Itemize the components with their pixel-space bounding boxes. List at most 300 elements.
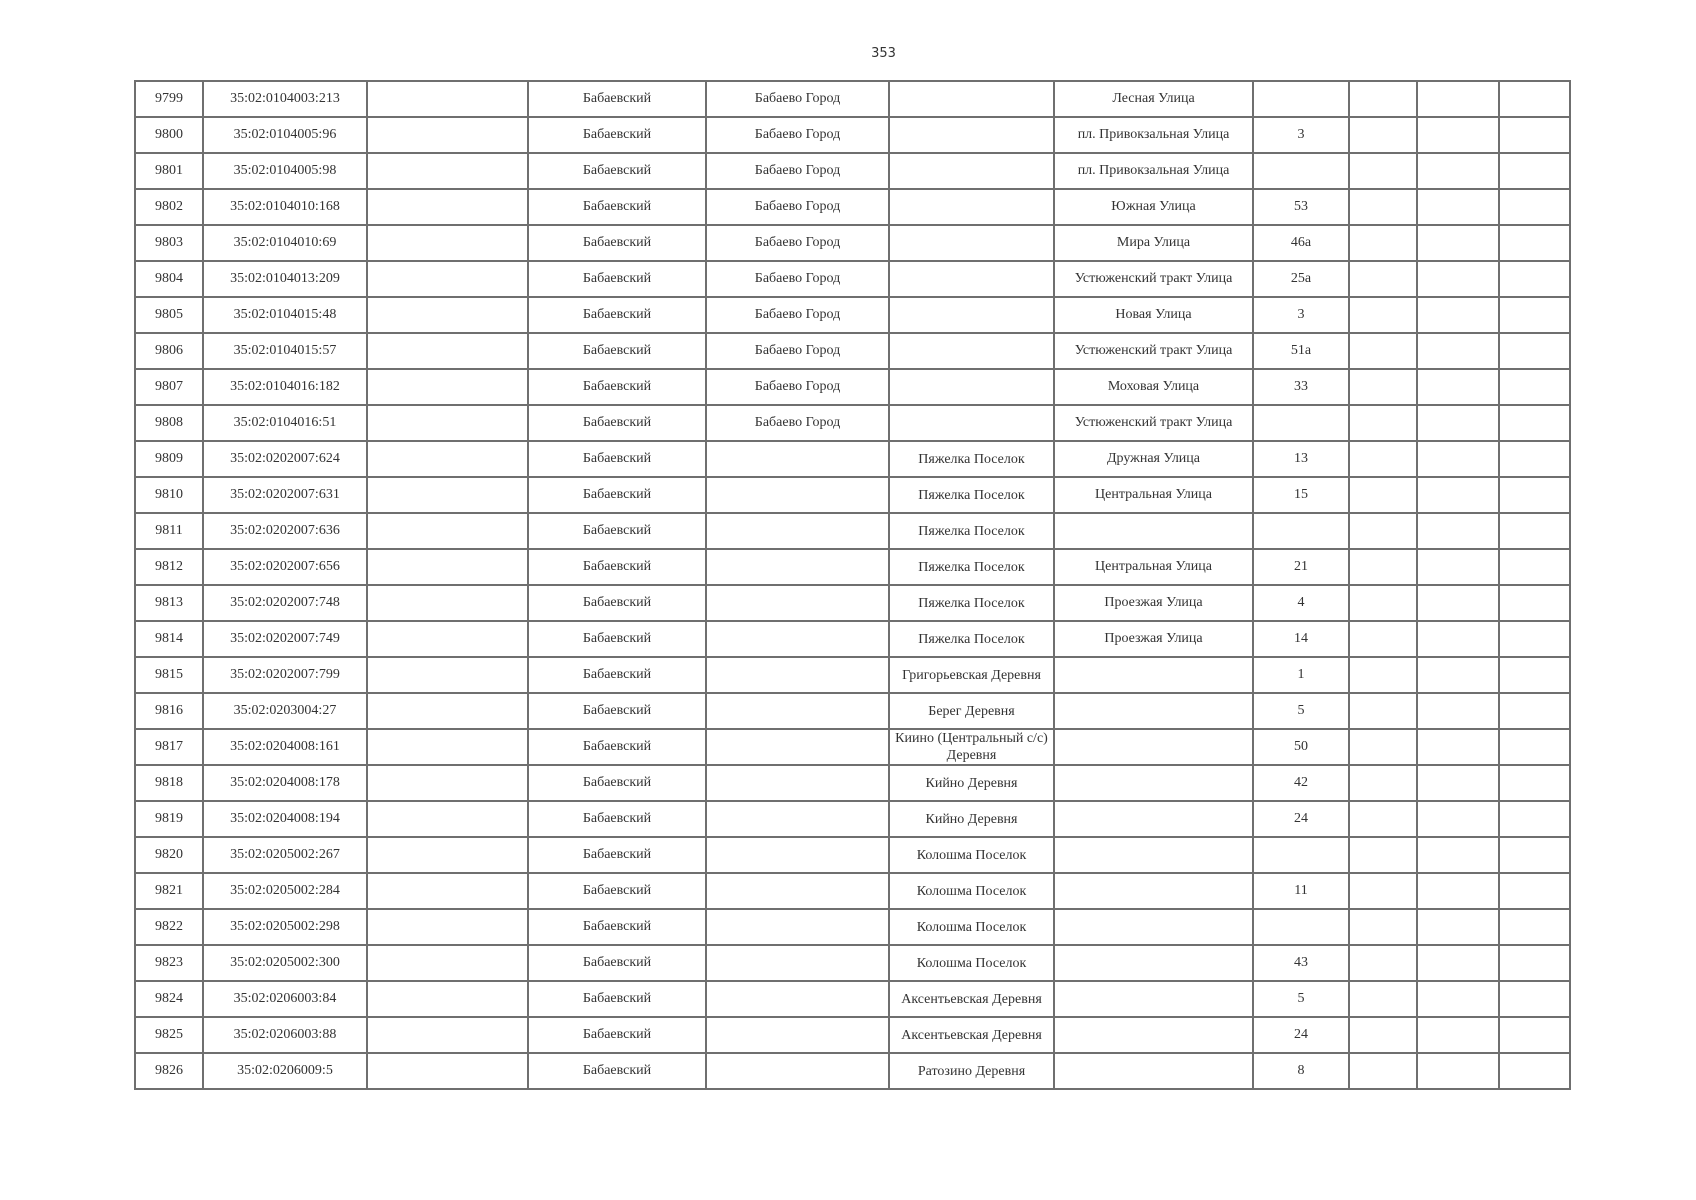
cell-city: Бабаево Город (706, 81, 889, 117)
table-row (135, 729, 1570, 765)
cell-settlement (889, 117, 1054, 153)
cell-house (1253, 153, 1349, 189)
cell-city (706, 621, 889, 657)
cell-cadastral-number: 35:02:0104003:213 (203, 81, 367, 117)
cell-empty (1349, 909, 1417, 945)
cell-street (1054, 1053, 1253, 1089)
cell-empty (367, 189, 528, 225)
cell-number: 9801 (135, 153, 203, 189)
cell-cadastral-number: 35:02:0206003:84 (203, 981, 367, 1017)
cell-cadastral-number: 35:02:0104015:48 (203, 297, 367, 333)
cell-settlement: Аксентьевская Деревня (889, 1017, 1054, 1053)
cell-city (706, 837, 889, 873)
cell-house: 51а (1253, 333, 1349, 369)
cell-district: Бабаевский (528, 1017, 706, 1053)
table-row (135, 909, 1570, 945)
cell-street: Дружная Улица (1054, 441, 1253, 477)
cell-empty (1417, 765, 1499, 801)
cell-cadastral-number: 35:02:0202007:636 (203, 513, 367, 549)
table-row (135, 801, 1570, 837)
cell-empty (1417, 189, 1499, 225)
cell-empty (1349, 369, 1417, 405)
cell-settlement: Ратозино Деревня (889, 1053, 1054, 1089)
cell-settlement: Берег Деревня (889, 693, 1054, 729)
cell-empty (367, 729, 528, 765)
cell-number: 9816 (135, 693, 203, 729)
cell-empty (367, 981, 528, 1017)
cell-settlement: Колошма Поселок (889, 837, 1054, 873)
cell-empty (367, 549, 528, 585)
cell-city (706, 945, 889, 981)
cell-empty (1417, 837, 1499, 873)
cell-empty (1349, 621, 1417, 657)
table-row (135, 261, 1570, 297)
cell-cadastral-number: 35:02:0104010:168 (203, 189, 367, 225)
cell-house: 53 (1253, 189, 1349, 225)
cell-street: пл. Привокзальная Улица (1054, 117, 1253, 153)
cell-empty (1499, 225, 1570, 261)
cell-district: Бабаевский (528, 225, 706, 261)
cell-empty (1349, 261, 1417, 297)
table-row (135, 153, 1570, 189)
cell-empty (1499, 189, 1570, 225)
cell-settlement (889, 405, 1054, 441)
table-row (135, 1017, 1570, 1053)
cell-empty (1499, 333, 1570, 369)
cell-house: 46а (1253, 225, 1349, 261)
cell-empty (1499, 441, 1570, 477)
cell-district: Бабаевский (528, 477, 706, 513)
cell-empty (1499, 261, 1570, 297)
cell-settlement (889, 189, 1054, 225)
cell-empty (367, 441, 528, 477)
cell-number: 9804 (135, 261, 203, 297)
cell-city (706, 477, 889, 513)
table-row (135, 333, 1570, 369)
cell-cadastral-number: 35:02:0202007:656 (203, 549, 367, 585)
cell-empty (1499, 945, 1570, 981)
cell-district: Бабаевский (528, 1053, 706, 1089)
cell-settlement: Пяжелка Поселок (889, 477, 1054, 513)
cell-empty (1417, 513, 1499, 549)
cell-cadastral-number: 35:02:0104005:98 (203, 153, 367, 189)
cell-street (1054, 837, 1253, 873)
cell-house: 3 (1253, 117, 1349, 153)
cell-empty (1499, 801, 1570, 837)
cell-empty (1417, 729, 1499, 765)
cell-cadastral-number: 35:02:0202007:749 (203, 621, 367, 657)
cell-empty (1349, 693, 1417, 729)
cell-empty (1349, 297, 1417, 333)
cell-cadastral-number: 35:02:0206009:5 (203, 1053, 367, 1089)
cell-number: 9807 (135, 369, 203, 405)
cell-empty (1499, 621, 1570, 657)
cell-settlement: Киино (Центральный с/с) Деревня (889, 729, 1054, 765)
cell-house (1253, 909, 1349, 945)
cell-district: Бабаевский (528, 369, 706, 405)
cell-empty (1349, 657, 1417, 693)
registry-table (134, 80, 1571, 1090)
cell-city: Бабаево Город (706, 297, 889, 333)
cell-city (706, 549, 889, 585)
cell-city (706, 909, 889, 945)
table-row (135, 981, 1570, 1017)
table-row (135, 81, 1570, 117)
cell-empty (367, 945, 528, 981)
cell-empty (367, 657, 528, 693)
cell-empty (367, 405, 528, 441)
cell-house (1253, 81, 1349, 117)
cell-cadastral-number: 35:02:0204008:178 (203, 765, 367, 801)
cell-house (1253, 405, 1349, 441)
cell-empty (367, 621, 528, 657)
cell-district: Бабаевский (528, 837, 706, 873)
cell-empty (1417, 261, 1499, 297)
table-row (135, 441, 1570, 477)
cell-settlement: Колошма Поселок (889, 945, 1054, 981)
cell-district: Бабаевский (528, 621, 706, 657)
cell-empty (1349, 441, 1417, 477)
cell-house: 1 (1253, 657, 1349, 693)
cell-cadastral-number: 35:02:0104016:51 (203, 405, 367, 441)
cell-number: 9813 (135, 585, 203, 621)
cell-cadastral-number: 35:02:0205002:284 (203, 873, 367, 909)
cell-number: 9825 (135, 1017, 203, 1053)
cell-empty (1417, 801, 1499, 837)
cell-street: Центральная Улица (1054, 549, 1253, 585)
cell-district: Бабаевский (528, 729, 706, 765)
cell-empty (1499, 981, 1570, 1017)
cell-district: Бабаевский (528, 981, 706, 1017)
cell-city (706, 873, 889, 909)
cell-empty (367, 801, 528, 837)
cell-empty (1349, 945, 1417, 981)
cell-district: Бабаевский (528, 441, 706, 477)
cell-street (1054, 657, 1253, 693)
cell-city (706, 585, 889, 621)
cell-street (1054, 1017, 1253, 1053)
cell-number: 9803 (135, 225, 203, 261)
cell-empty (1499, 873, 1570, 909)
cell-empty (1499, 1017, 1570, 1053)
cell-empty (1417, 657, 1499, 693)
cell-empty (367, 153, 528, 189)
cell-number: 9809 (135, 441, 203, 477)
cell-house: 3 (1253, 297, 1349, 333)
cell-number: 9821 (135, 873, 203, 909)
cell-empty (1417, 477, 1499, 513)
cell-cadastral-number: 35:02:0202007:799 (203, 657, 367, 693)
cell-number: 9817 (135, 729, 203, 765)
cell-empty (1349, 1053, 1417, 1089)
cell-settlement: Аксентьевская Деревня (889, 981, 1054, 1017)
cell-empty (1417, 369, 1499, 405)
cell-settlement: Пяжелка Поселок (889, 441, 1054, 477)
cell-city (706, 765, 889, 801)
cell-cadastral-number: 35:02:0204008:194 (203, 801, 367, 837)
cell-district: Бабаевский (528, 513, 706, 549)
cell-empty (1417, 297, 1499, 333)
cell-city (706, 693, 889, 729)
cell-empty (1349, 873, 1417, 909)
cell-house: 24 (1253, 1017, 1349, 1053)
table-row (135, 513, 1570, 549)
cell-empty (1349, 189, 1417, 225)
cell-empty (367, 693, 528, 729)
cell-number: 9810 (135, 477, 203, 513)
cell-cadastral-number: 35:02:0204008:161 (203, 729, 367, 765)
cell-empty (367, 81, 528, 117)
cell-empty (1417, 621, 1499, 657)
cell-district: Бабаевский (528, 873, 706, 909)
table-row (135, 693, 1570, 729)
table-row (135, 189, 1570, 225)
cell-street (1054, 873, 1253, 909)
cell-district: Бабаевский (528, 909, 706, 945)
cell-number: 9822 (135, 909, 203, 945)
cell-house: 50 (1253, 729, 1349, 765)
cell-empty (1499, 837, 1570, 873)
cell-empty (367, 513, 528, 549)
cell-empty (1417, 153, 1499, 189)
cell-empty (367, 225, 528, 261)
cell-district: Бабаевский (528, 945, 706, 981)
cell-empty (1349, 333, 1417, 369)
cell-house: 5 (1253, 693, 1349, 729)
cell-city: Бабаево Город (706, 225, 889, 261)
cell-district: Бабаевский (528, 81, 706, 117)
cell-house (1253, 837, 1349, 873)
cell-city: Бабаево Город (706, 333, 889, 369)
cell-empty (1499, 405, 1570, 441)
cell-empty (1499, 477, 1570, 513)
cell-empty (1417, 873, 1499, 909)
table-row (135, 837, 1570, 873)
cell-city: Бабаево Город (706, 189, 889, 225)
cell-empty (1499, 693, 1570, 729)
cell-settlement (889, 153, 1054, 189)
cell-empty (1499, 369, 1570, 405)
cell-empty (1417, 441, 1499, 477)
cell-empty (367, 261, 528, 297)
cell-empty (1499, 549, 1570, 585)
cell-empty (1417, 981, 1499, 1017)
cell-street (1054, 801, 1253, 837)
table-row (135, 297, 1570, 333)
cell-empty (1417, 405, 1499, 441)
cell-house: 25а (1253, 261, 1349, 297)
cell-empty (1349, 225, 1417, 261)
cell-empty (367, 837, 528, 873)
cell-empty (1417, 1053, 1499, 1089)
cell-empty (367, 765, 528, 801)
cell-empty (1499, 729, 1570, 765)
cell-house: 43 (1253, 945, 1349, 981)
cell-settlement: Пяжелка Поселок (889, 549, 1054, 585)
cell-street: Проезжая Улица (1054, 621, 1253, 657)
cell-district: Бабаевский (528, 801, 706, 837)
cell-city: Бабаево Город (706, 369, 889, 405)
cell-street: Мира Улица (1054, 225, 1253, 261)
table-row (135, 1053, 1570, 1089)
cell-district: Бабаевский (528, 189, 706, 225)
cell-empty (367, 1053, 528, 1089)
cell-street (1054, 693, 1253, 729)
cell-number: 9805 (135, 297, 203, 333)
cell-cadastral-number: 35:02:0104013:209 (203, 261, 367, 297)
table-row (135, 765, 1570, 801)
cell-street (1054, 765, 1253, 801)
cell-house: 4 (1253, 585, 1349, 621)
cell-empty (1417, 693, 1499, 729)
cell-street: Устюженский тракт Улица (1054, 261, 1253, 297)
cell-city: Бабаево Город (706, 153, 889, 189)
cell-empty (1417, 1017, 1499, 1053)
cell-street: Лесная Улица (1054, 81, 1253, 117)
cell-number: 9802 (135, 189, 203, 225)
cell-city (706, 441, 889, 477)
cell-empty (367, 477, 528, 513)
cell-empty (1349, 1017, 1417, 1053)
cell-cadastral-number: 35:02:0104010:69 (203, 225, 367, 261)
table-row (135, 945, 1570, 981)
cell-empty (1499, 117, 1570, 153)
cell-settlement: Пяжелка Поселок (889, 621, 1054, 657)
cell-empty (1499, 153, 1570, 189)
cell-street: Моховая Улица (1054, 369, 1253, 405)
cell-empty (1499, 585, 1570, 621)
cell-city: Бабаево Город (706, 261, 889, 297)
table-row (135, 585, 1570, 621)
cell-empty (367, 117, 528, 153)
cell-empty (367, 1017, 528, 1053)
cell-house: 33 (1253, 369, 1349, 405)
cell-empty (1499, 765, 1570, 801)
cell-number: 9823 (135, 945, 203, 981)
table-body (135, 81, 1570, 1089)
cell-house (1253, 513, 1349, 549)
cell-street: Южная Улица (1054, 189, 1253, 225)
table-row (135, 369, 1570, 405)
cell-settlement: Пяжелка Поселок (889, 585, 1054, 621)
cell-district: Бабаевский (528, 765, 706, 801)
cell-cadastral-number: 35:02:0104005:96 (203, 117, 367, 153)
cell-settlement: Кийно Деревня (889, 801, 1054, 837)
table-row (135, 873, 1570, 909)
cell-district: Бабаевский (528, 693, 706, 729)
cell-city (706, 513, 889, 549)
cell-cadastral-number: 35:02:0202007:748 (203, 585, 367, 621)
cell-empty (1499, 909, 1570, 945)
cell-empty (1349, 729, 1417, 765)
cell-settlement: Григорьевская Деревня (889, 657, 1054, 693)
cell-empty (367, 873, 528, 909)
cell-district: Бабаевский (528, 657, 706, 693)
cell-empty (1499, 297, 1570, 333)
cell-number: 9814 (135, 621, 203, 657)
cell-house: 14 (1253, 621, 1349, 657)
cell-street (1054, 909, 1253, 945)
table-row (135, 117, 1570, 153)
cell-house: 8 (1253, 1053, 1349, 1089)
cell-number: 9819 (135, 801, 203, 837)
cell-city: Бабаево Город (706, 405, 889, 441)
cell-house: 21 (1253, 549, 1349, 585)
cell-house: 11 (1253, 873, 1349, 909)
cell-city (706, 729, 889, 765)
cell-empty (367, 297, 528, 333)
cell-street: Устюженский тракт Улица (1054, 333, 1253, 369)
cell-empty (1349, 81, 1417, 117)
cell-settlement (889, 333, 1054, 369)
cell-empty (1349, 477, 1417, 513)
cell-number: 9808 (135, 405, 203, 441)
cell-number: 9818 (135, 765, 203, 801)
cell-empty (367, 585, 528, 621)
cell-cadastral-number: 35:02:0206003:88 (203, 1017, 367, 1053)
cell-settlement: Колошма Поселок (889, 873, 1054, 909)
cell-number: 9800 (135, 117, 203, 153)
cell-settlement (889, 81, 1054, 117)
table-row (135, 621, 1570, 657)
cell-cadastral-number: 35:02:0202007:631 (203, 477, 367, 513)
cell-street: Новая Улица (1054, 297, 1253, 333)
cell-number: 9811 (135, 513, 203, 549)
cell-empty (1349, 153, 1417, 189)
cell-settlement (889, 369, 1054, 405)
cell-empty (1499, 81, 1570, 117)
cell-empty (1499, 657, 1570, 693)
cell-house: 5 (1253, 981, 1349, 1017)
cell-house: 24 (1253, 801, 1349, 837)
cell-city: Бабаево Город (706, 117, 889, 153)
cell-empty (1349, 513, 1417, 549)
cell-empty (1417, 945, 1499, 981)
table-row (135, 477, 1570, 513)
cell-empty (1349, 585, 1417, 621)
cell-empty (1349, 405, 1417, 441)
cell-district: Бабаевский (528, 585, 706, 621)
cell-district: Бабаевский (528, 153, 706, 189)
cell-empty (1417, 549, 1499, 585)
table-row (135, 405, 1570, 441)
cell-settlement: Кийно Деревня (889, 765, 1054, 801)
cell-district: Бабаевский (528, 549, 706, 585)
table-row (135, 549, 1570, 585)
cell-empty (1417, 909, 1499, 945)
cell-city (706, 1053, 889, 1089)
cell-district: Бабаевский (528, 261, 706, 297)
cell-empty (1417, 585, 1499, 621)
cell-district: Бабаевский (528, 297, 706, 333)
cell-district: Бабаевский (528, 405, 706, 441)
cell-settlement (889, 261, 1054, 297)
cell-empty (367, 369, 528, 405)
cell-empty (1499, 513, 1570, 549)
cell-settlement: Колошма Поселок (889, 909, 1054, 945)
cell-number: 9812 (135, 549, 203, 585)
cell-cadastral-number: 35:02:0104015:57 (203, 333, 367, 369)
cell-house: 42 (1253, 765, 1349, 801)
cell-empty (1417, 117, 1499, 153)
cell-cadastral-number: 35:02:0104016:182 (203, 369, 367, 405)
cell-empty (1417, 81, 1499, 117)
cell-number: 9799 (135, 81, 203, 117)
cell-cadastral-number: 35:02:0205002:267 (203, 837, 367, 873)
cell-street (1054, 981, 1253, 1017)
cell-district: Бабаевский (528, 117, 706, 153)
cell-street: пл. Привокзальная Улица (1054, 153, 1253, 189)
